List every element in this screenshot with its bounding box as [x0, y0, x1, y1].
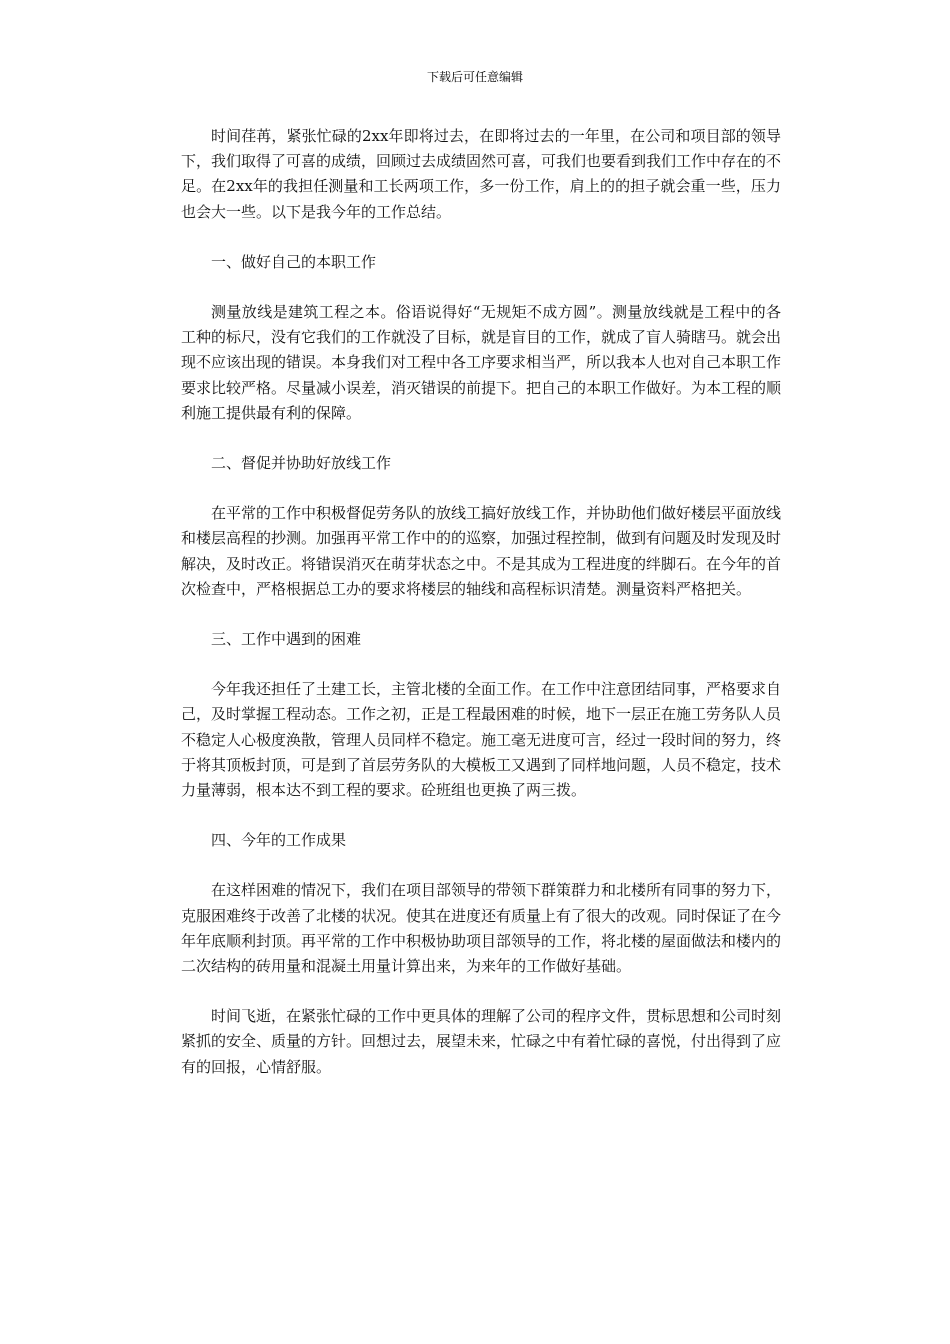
section-2-heading: 二、督促并协助好放线工作	[211, 454, 392, 473]
section-4-paragraph: 在这样困难的情况下，我们在项目部领导的带领下群策群力和北楼所有同事的努力下，克服困难终于改善了北楼的状况。使其在进度还有质量上有了很大的改观。同时保证了在今年年底顺利封顶。再平常的工作中积极协助项目部领导的工作，将北楼的屋面做法和楼内的二次结构的砖用量和混凝土用量计算出来，为来年的工作做好基础。	[181, 881, 782, 976]
section-1-heading: 一、做好自己的本职工作	[211, 252, 377, 271]
section-4-heading: 四、今年的工作成果	[211, 831, 347, 850]
closing-paragraph: 时间飞逝，在紧张忙碌的工作中更具体的理解了公司的程序文件，贯标思想和公司时刻紧抓的安全、质量的方针。回想过去，展望未来，忙碌之中有着忙碌的喜悦，付出得到了应有的回报，心情舒服。	[181, 1007, 782, 1076]
document-body	[181, 124, 781, 1105]
section-2-paragraph: 在平常的工作中积极督促劳务队的放线工搞好放线工作，并协助他们做好楼层平面放线和楼层高程的抄测。加强再平常工作中的的巡察，加强过程控制，做到有问题及时发现及时解决，及时改正。将错误消灭在萌芽状态之中。不是其成为工程进度的绊脚石。在今年的首次检查中，严格根据总工办的要求将楼层的轴线和高程标识清楚。测量资料严格把关。	[181, 504, 782, 598]
section-3-paragraph: 今年我还担任了土建工长，主管北楼的全面工作。在工作中注意团结同事，严格要求自己，及时掌握工程动态。工作之初，正是工程最困难的时候，地下一层正在施工劳务队人员不稳定人心极度涣散，管理人员同样不稳定。施工毫无进度可言，经过一段时间的努力，终于将其顶板封顶，可是到了首层劳务队的大模板工又遇到了同样地问题，人员不稳定，技术力量薄弱，根本达不到工程的要求。砼班组也更换了两三拨。	[181, 680, 782, 800]
intro-paragraph: 时间荏苒，紧张忙碌的2xx年即将过去，在即将过去的一年里，在公司和项目部的领导下，我们取得了可喜的成绩，回顾过去成绩固然可喜，可我们也要看到我们工作中存在的不足。在2xx年的我担任测量和工长两项工作，多一份工作，肩上的的担子就会重一些，压力也会大一些。以下是我今年的工作总结。	[181, 127, 782, 221]
page-header: 下载后可任意编辑	[426, 70, 523, 84]
section-1-paragraph: 测量放线是建筑工程之本。俗语说得好“无规矩不成方圆”。测量放线就是工程中的各工种的标尺，没有它我们的工作就没了目标，就是盲目的工作，就成了盲人骑瞎马。就会出现不应该出现的错误。本身我们对工程中各工序要求相当严，所以我本人也对自己本职工作要求比较严格。尽量减小误差，消灭错误的前提下。把自己的本职工作做好。为本工程的顺利施工提供最有利的保障。	[181, 303, 782, 422]
section-3-heading: 三、工作中遇到的困难	[211, 630, 362, 649]
